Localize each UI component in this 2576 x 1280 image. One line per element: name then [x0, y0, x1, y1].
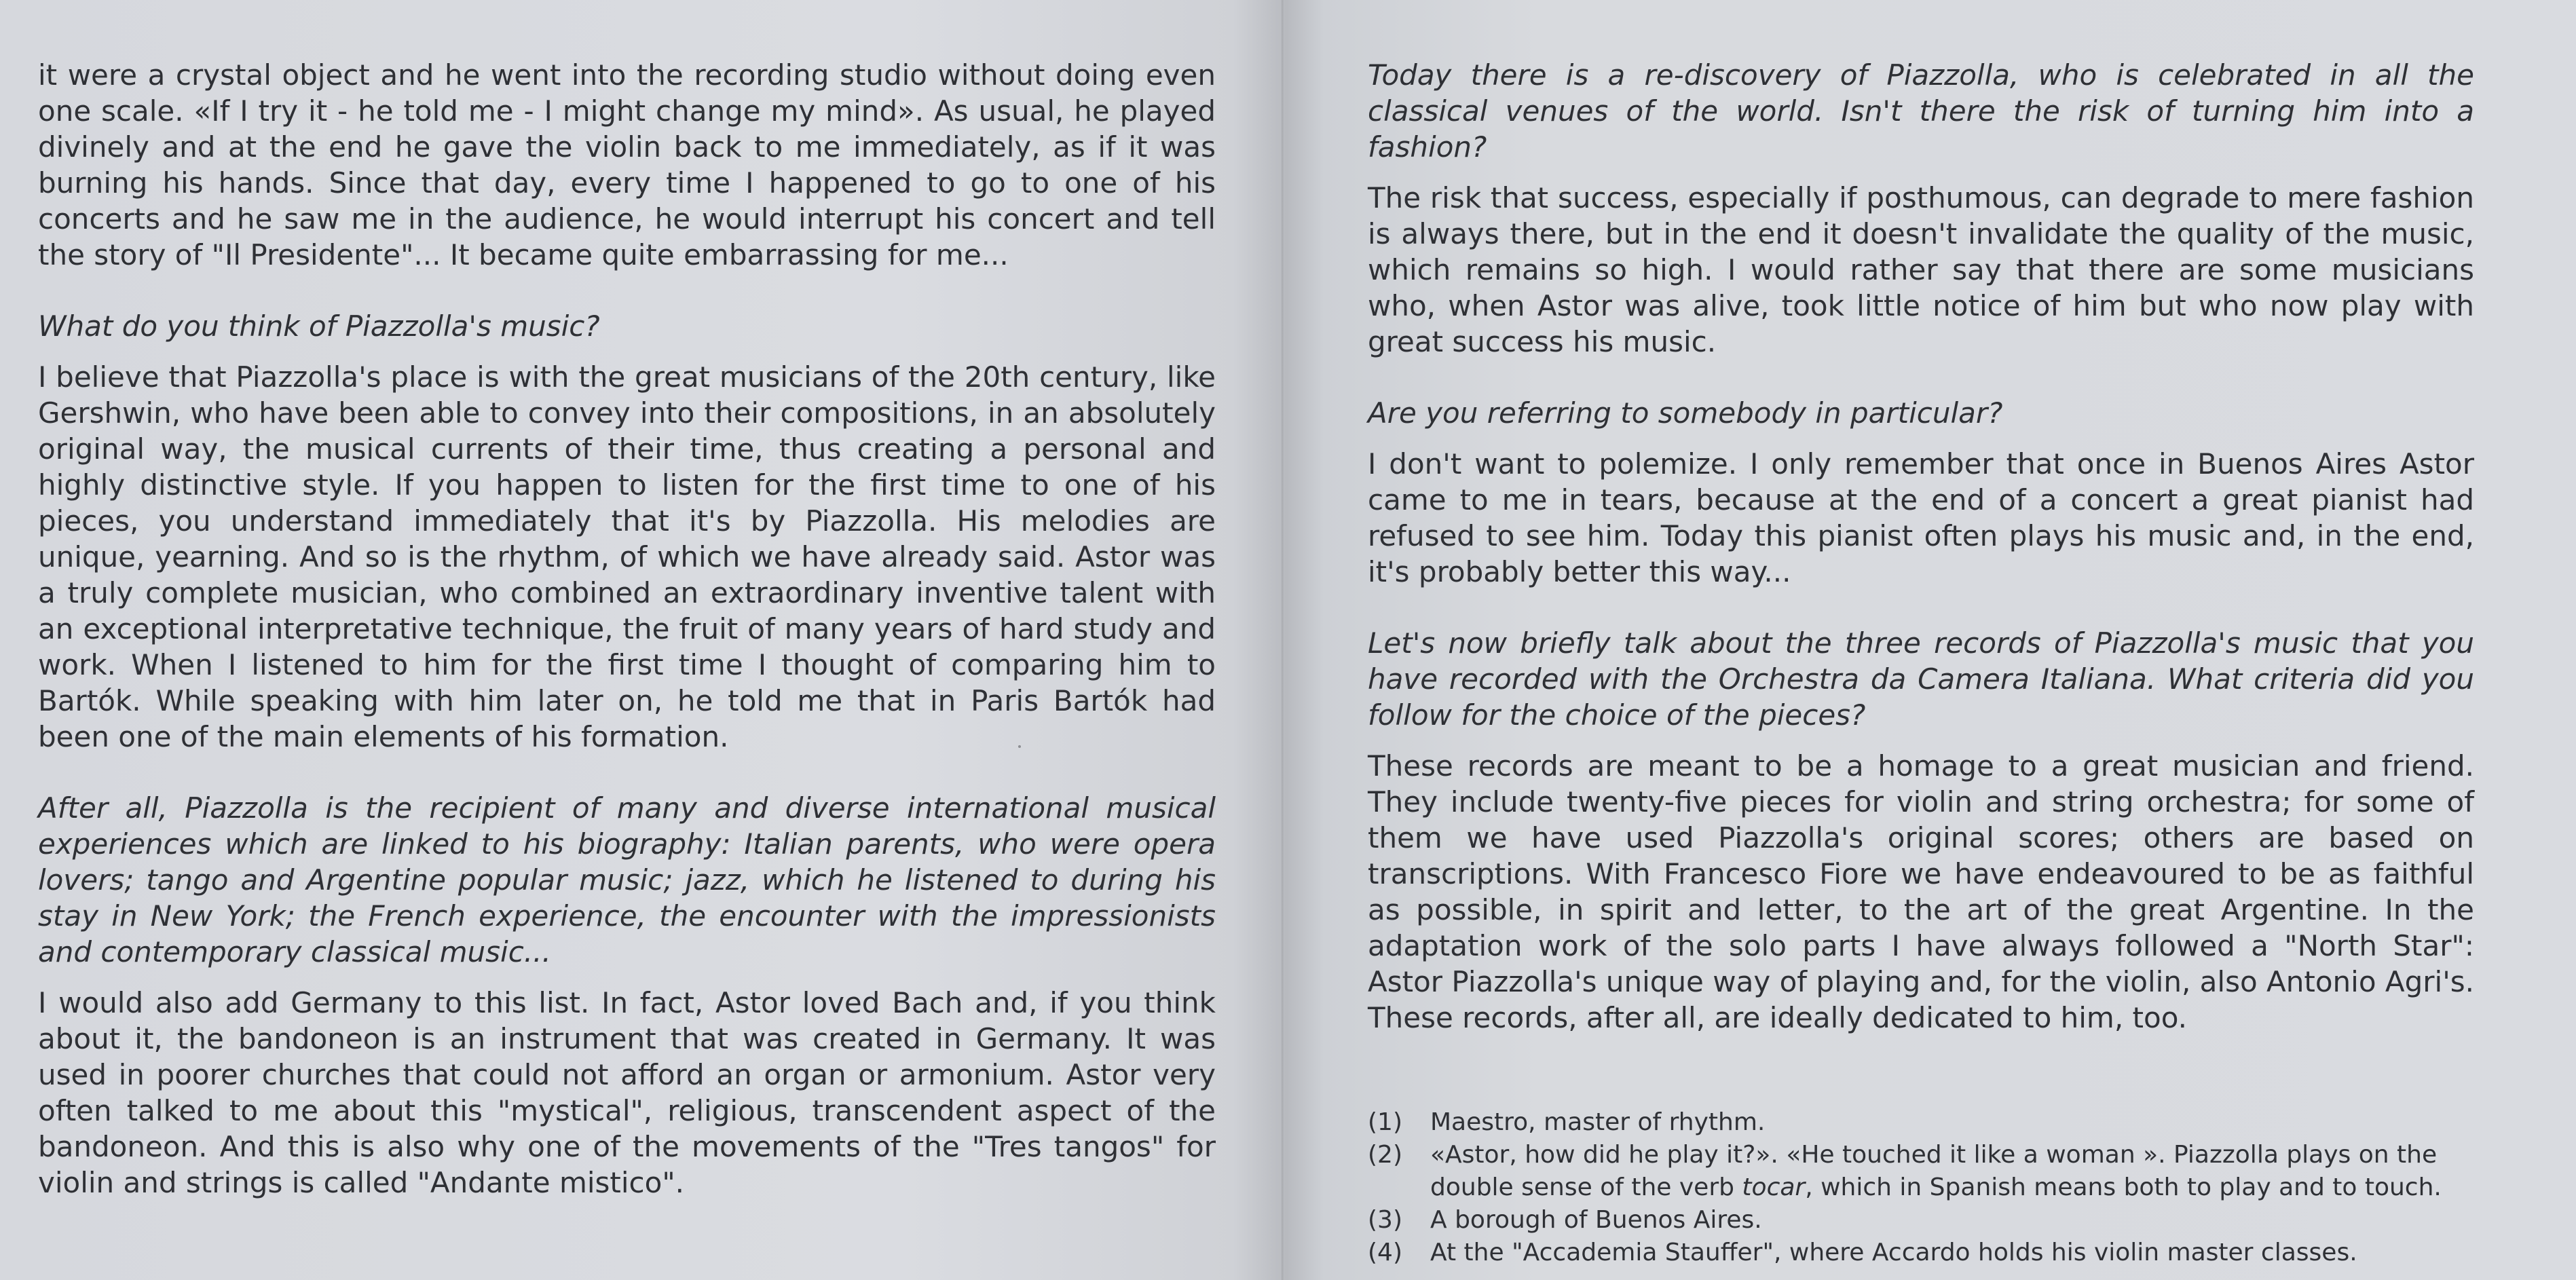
left-question-2: After all, Piazzolla is the recipient of many and diverse international musical experiences which are linked to his biography: Italian parents, who were opera lovers; tango and Argentine popular music; jazz, which he listened to during his stay in New York; the French experience, the encounter with the impressionists and contemporary classical music... [38, 791, 1216, 968]
left-paragraph-2: I believe that Piazzolla's place is with the great musicians of the 20th century, like Gershwin, who have been able to convey into their compositions, in an absolutely original way, the musical currents of their time, thus creating a personal and highly distinctive style. If you happen to listen for the first time to one of his pieces, you understand immediately that it's by Piazzolla. His melodies are unique, yearning. And so is the rhythm, of which we have already said. Astor was a truly complete musician, who combined an extraordinary inventive talent with an exceptional interpretative technique, the fruit of many years of hard study and work. When I listened to him for the first time I thought of comparing him to Bartók. While speaking with him later on, he told me that in Paris Bartók had been one of the main elements of his formation. [38, 360, 1216, 753]
footnote-text-part-a: «Astor, how did he play it?». «He touched it like a woman ». Piazzolla plays on the double sense of the verb [1430, 1141, 2438, 1201]
right-question-2: Are you referring to somebody in particular? [1368, 396, 2003, 430]
footnote-number: (4) [1368, 1239, 1402, 1266]
left-paragraph-1: it were a crystal object and he went into the recording studio without doing even one scale. «If I try it - he told me - I might change my mind». As usual, he played divinely and at the end he gave the violin back to me immediately, as if it was burning his hands. Since that day, every time I happened to go to one of his concerts and he saw me in the audience, he would interrupt his concert and tell the story of "Il Presidente"... It became quite embarrassing for me... [38, 58, 1216, 271]
right-page [1285, 0, 2576, 1280]
right-question-3: Let's now briefly talk about the three records of Piazzolla's music that you have recorded with the Orchestra da Camera Italiana. What criteria did you follow for the choice of the pieces? [1368, 626, 2474, 732]
right-column [1368, 57, 2474, 1269]
footnote-2 [1368, 1139, 2474, 1204]
footnote-3 [1368, 1204, 2474, 1237]
footnote-4 [1368, 1237, 2474, 1269]
paper-speck [1018, 745, 1021, 748]
footnote-text: Maestro, master of rhythm. [1430, 1108, 1766, 1136]
footnotes [1368, 1106, 2474, 1269]
footnote-emphasis: tocar [1742, 1173, 1806, 1201]
right-paragraph-2: I don't want to polemize. I only remember that once in Buenos Aires Astor came to me in tears, because at the end of a concert a great pianist had refused to see him. Today this pianist often plays his music and, in the end, it's probably better this way... [1368, 447, 2474, 588]
left-paragraph-3: I would also add Germany to this list. In fact, Astor loved Bach and, if you think about it, the bandoneon is an instrument that was created in Germany. It was used in poorer churches that could not afford an organ or armonium. Astor very often talked to me about this "mystical", religious, transcendent aspect of the bandoneon. And this is also why one of the movements of the "Tres tangos" for violin and strings is called "Andante mistico". [38, 986, 1216, 1199]
footnote-text-part-b: , which in Spanish means both to play and to touch. [1805, 1173, 2442, 1201]
right-question-1: Today there is a re-discovery of Piazzolla, who is celebrated in all the classical venues of the world. Isn't there the risk of turning him into a fashion? [1368, 58, 2474, 164]
footnote-text: A borough of Buenos Aires. [1430, 1206, 1762, 1234]
left-page [0, 0, 1285, 1280]
footnote-number: (2) [1368, 1141, 1402, 1169]
footnote-1 [1368, 1106, 2474, 1139]
footnote-number: (1) [1368, 1108, 1402, 1136]
right-paragraph-3: These records are meant to be a homage to a great musician and friend. They include twenty-five pieces for violin and string orchestra; for some of them we have used Piazzolla's original scores; others are based on transcriptions. With Francesco Fiore we have endeavoured to be as faithful as possible, in spirit and letter, to the art of the great Argentine. In the adaptation work of the solo parts I have always followed a "North Star": Astor Piazzolla's unique way of playing and, for the violin, also Antonio Agri's. These records, after all, are ideally dedicated to him, too. [1368, 749, 2474, 1034]
left-question-1: What do you think of Piazzolla's music? [38, 309, 600, 343]
right-paragraph-1: The risk that success, especially if posthumous, can degrade to mere fashion is always there, but in the end it doesn't invalidate the quality of the music, which remains so high. I would rather say that there are some musicians who, when Astor was alive, took little notice of him but who now play with great success his music. [1368, 181, 2474, 358]
footnote-number: (3) [1368, 1206, 1402, 1234]
left-column [38, 57, 1216, 1201]
footnote-text [1430, 1139, 2474, 1204]
footnote-text: At the "Accademia Stauffer", where Accardo holds his violin master classes. [1430, 1239, 2357, 1266]
